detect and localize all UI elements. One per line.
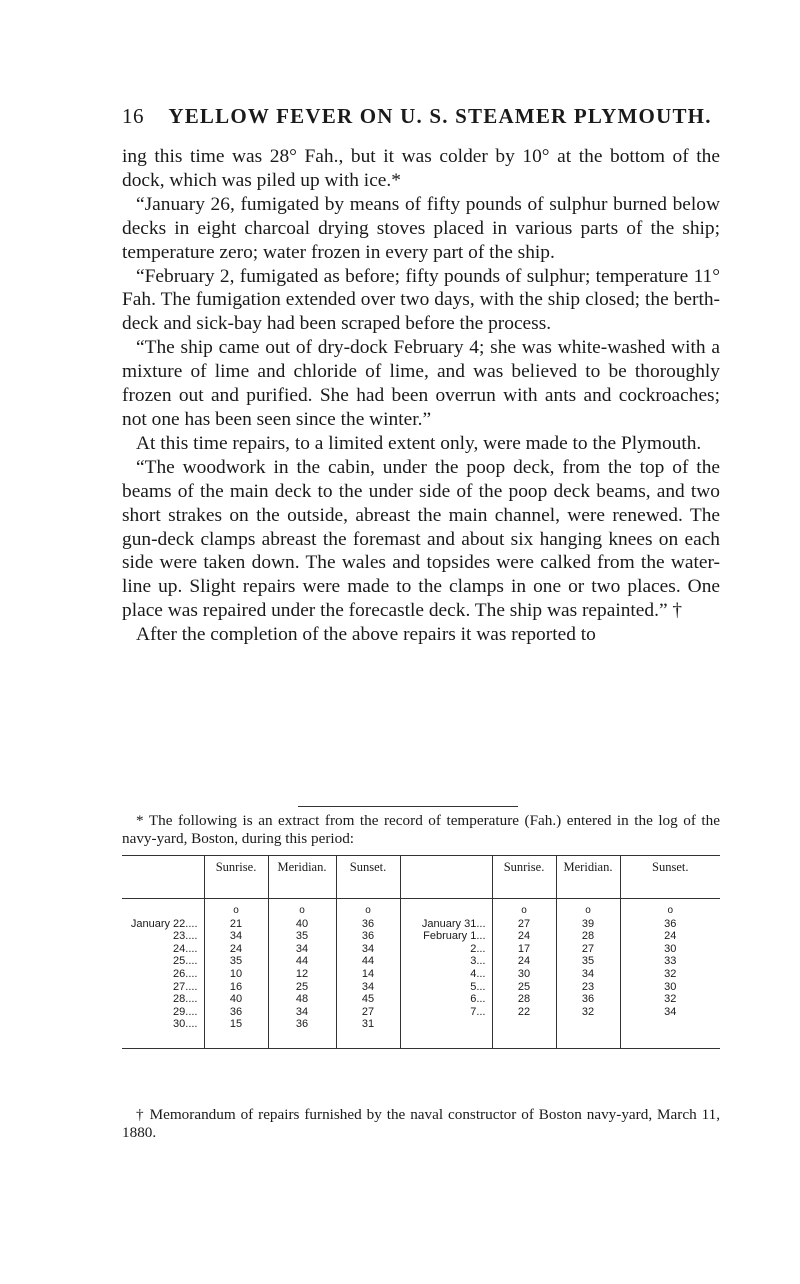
paragraph: After the completion of the above repairs it was reported to — [136, 624, 596, 646]
date-cell — [400, 1018, 492, 1049]
value-cell: 27 — [556, 943, 620, 956]
footnote-temperature: * The following is an extract from the record of temperature (Fah.) entered in the log of the navy-yard, Boston, during this period: — [122, 812, 720, 847]
date-cell: 24.... — [173, 942, 198, 955]
value-cell — [620, 1018, 720, 1049]
value-cell: 34 — [556, 968, 620, 981]
table-row — [122, 968, 720, 981]
value-cell: 35 — [556, 955, 620, 968]
value-cell: 24 — [620, 930, 720, 943]
value-cell: 24 — [204, 943, 268, 956]
table-row — [122, 943, 720, 956]
temperature-table — [122, 855, 720, 1049]
value-cell: 21 — [204, 918, 268, 931]
table-row — [122, 1006, 720, 1019]
value-cell: 44 — [336, 955, 400, 968]
degree-mark: o — [492, 899, 556, 918]
table-bottom-rule — [122, 1049, 720, 1050]
column-header: Sunset. — [620, 856, 720, 899]
value-cell: 44 — [268, 955, 336, 968]
value-cell: 34 — [620, 1006, 720, 1019]
value-cell — [556, 1018, 620, 1049]
column-header — [400, 856, 492, 899]
page-number: 16 — [122, 104, 144, 128]
column-header: Meridian. — [556, 856, 620, 899]
value-cell: 10 — [204, 968, 268, 981]
value-cell: 34 — [336, 981, 400, 994]
main-text — [122, 145, 720, 647]
value-cell: 15 — [204, 1018, 268, 1049]
table-row — [122, 1018, 720, 1049]
value-cell: 36 — [620, 918, 720, 931]
value-cell: 33 — [620, 955, 720, 968]
value-cell: 27 — [492, 918, 556, 931]
value-cell: 40 — [268, 918, 336, 931]
value-cell: 39 — [556, 918, 620, 931]
date-cell: 23.... — [173, 930, 198, 943]
date-cell: 26.... — [173, 967, 198, 980]
column-header: Sunrise. — [492, 856, 556, 899]
date-cell: 7... — [400, 1006, 492, 1019]
date-cell: 5... — [400, 981, 492, 994]
column-header — [122, 856, 204, 899]
table-row — [122, 981, 720, 994]
table-row — [122, 930, 720, 943]
degree-mark: o — [204, 899, 268, 918]
column-header: Sunrise. — [204, 856, 268, 899]
value-cell: 36 — [336, 930, 400, 943]
date-cell: 25.... — [173, 955, 198, 968]
date-cell: January 31... — [400, 918, 492, 931]
value-cell: 36 — [556, 993, 620, 1006]
value-cell: 48 — [268, 993, 336, 1006]
value-cell: 30 — [620, 943, 720, 956]
value-cell: 28 — [556, 930, 620, 943]
value-cell: 31 — [336, 1018, 400, 1049]
value-cell: 27 — [336, 1006, 400, 1019]
table-row — [122, 955, 720, 968]
value-cell: 30 — [492, 968, 556, 981]
paragraph: “January 26, fumigated by means of fifty pounds of sulphur burned below decks in eight charcoal drying stoves placed in various parts of the ship; temperature zero; water frozen in every part of the ship. — [122, 193, 720, 263]
degree-mark: o — [336, 899, 400, 918]
value-cell: 34 — [268, 943, 336, 956]
date-cell: 28.... — [173, 993, 198, 1006]
degree-row — [122, 899, 720, 918]
value-cell — [492, 1018, 556, 1049]
date-cell: 30.... — [173, 1018, 198, 1031]
date-cell: 27.... — [173, 980, 198, 993]
column-header: Sunset. — [336, 856, 400, 899]
value-cell: 25 — [492, 981, 556, 994]
value-cell: 24 — [492, 955, 556, 968]
value-cell: 22 — [492, 1006, 556, 1019]
value-cell: 34 — [204, 930, 268, 943]
degree-mark: o — [268, 899, 336, 918]
paragraph: “February 2, fumigated as before; fifty pounds of sulphur; temperature 11° Fah. The fumigation extended over two days, with the ship closed; the berth-deck and sick-bay had been scraped before the process. — [122, 265, 720, 335]
paragraph: ing this time was 28° Fah., but it was colder by 10° at the bottom of the dock, which was piled up with ice.* — [122, 146, 720, 191]
date-cell: February 1... — [400, 930, 492, 943]
value-cell: 34 — [336, 943, 400, 956]
date-cell: 3... — [400, 955, 492, 968]
value-cell: 16 — [204, 981, 268, 994]
value-cell: 30 — [620, 981, 720, 994]
table-row — [122, 918, 720, 931]
date-cell: 29.... — [173, 1005, 198, 1018]
value-cell: 35 — [204, 955, 268, 968]
value-cell: 35 — [268, 930, 336, 943]
date-cell: 2... — [400, 943, 492, 956]
value-cell: 17 — [492, 943, 556, 956]
value-cell: 32 — [556, 1006, 620, 1019]
paragraph: “The ship came out of dry-dock February 4; she was white-washed with a mixture of lime and chloride of lime, and was believed to be thoroughly frozen out and purified. She had been overrun with ants and cockroaches; not one has been seen since the winter.” — [122, 337, 720, 430]
value-cell: 32 — [620, 993, 720, 1006]
degree-mark: o — [620, 899, 720, 918]
footnote-repairs: † Memorandum of repairs furnished by the naval constructor of Boston navy-yard, March 11, 1880. — [122, 1106, 720, 1141]
running-header — [122, 104, 718, 129]
date-cell: 6... — [400, 993, 492, 1006]
running-title: YELLOW FEVER ON U. S. STEAMER PLYMOUTH. — [168, 104, 712, 128]
value-cell: 12 — [268, 968, 336, 981]
degree-mark: o — [556, 899, 620, 918]
value-cell: 24 — [492, 930, 556, 943]
value-cell: 28 — [492, 993, 556, 1006]
column-header: Meridian. — [268, 856, 336, 899]
value-cell: 45 — [336, 993, 400, 1006]
value-cell: 32 — [620, 968, 720, 981]
value-cell: 36 — [268, 1018, 336, 1049]
date-cell: January 22.... — [130, 917, 198, 930]
value-cell: 14 — [336, 968, 400, 981]
paragraph: “The woodwork in the cabin, under the poop deck, from the top of the beams of the main deck to the under side of the poop deck beams, and two short strakes on the outside, abreast the main channel, were renewed. The gun-deck clamps abreast the foremast and about six hanging knees on each side were taken down. The wales and topsides were calked from the water-line up. Slight repairs were made to the clamps in one or two places. One place was repaired under the forecastle deck. The ship was repainted.” † — [122, 456, 720, 622]
footnote-rule — [298, 806, 518, 807]
table-header-row — [122, 856, 720, 899]
date-cell: 4... — [400, 968, 492, 981]
table-row — [122, 993, 720, 1006]
value-cell: 34 — [268, 1006, 336, 1019]
value-cell: 40 — [204, 993, 268, 1006]
value-cell: 23 — [556, 981, 620, 994]
value-cell: 36 — [336, 918, 400, 931]
value-cell: 36 — [204, 1006, 268, 1019]
value-cell: 25 — [268, 981, 336, 994]
paragraph: At this time repairs, to a limited extent only, were made to the Plymouth. — [136, 432, 702, 454]
